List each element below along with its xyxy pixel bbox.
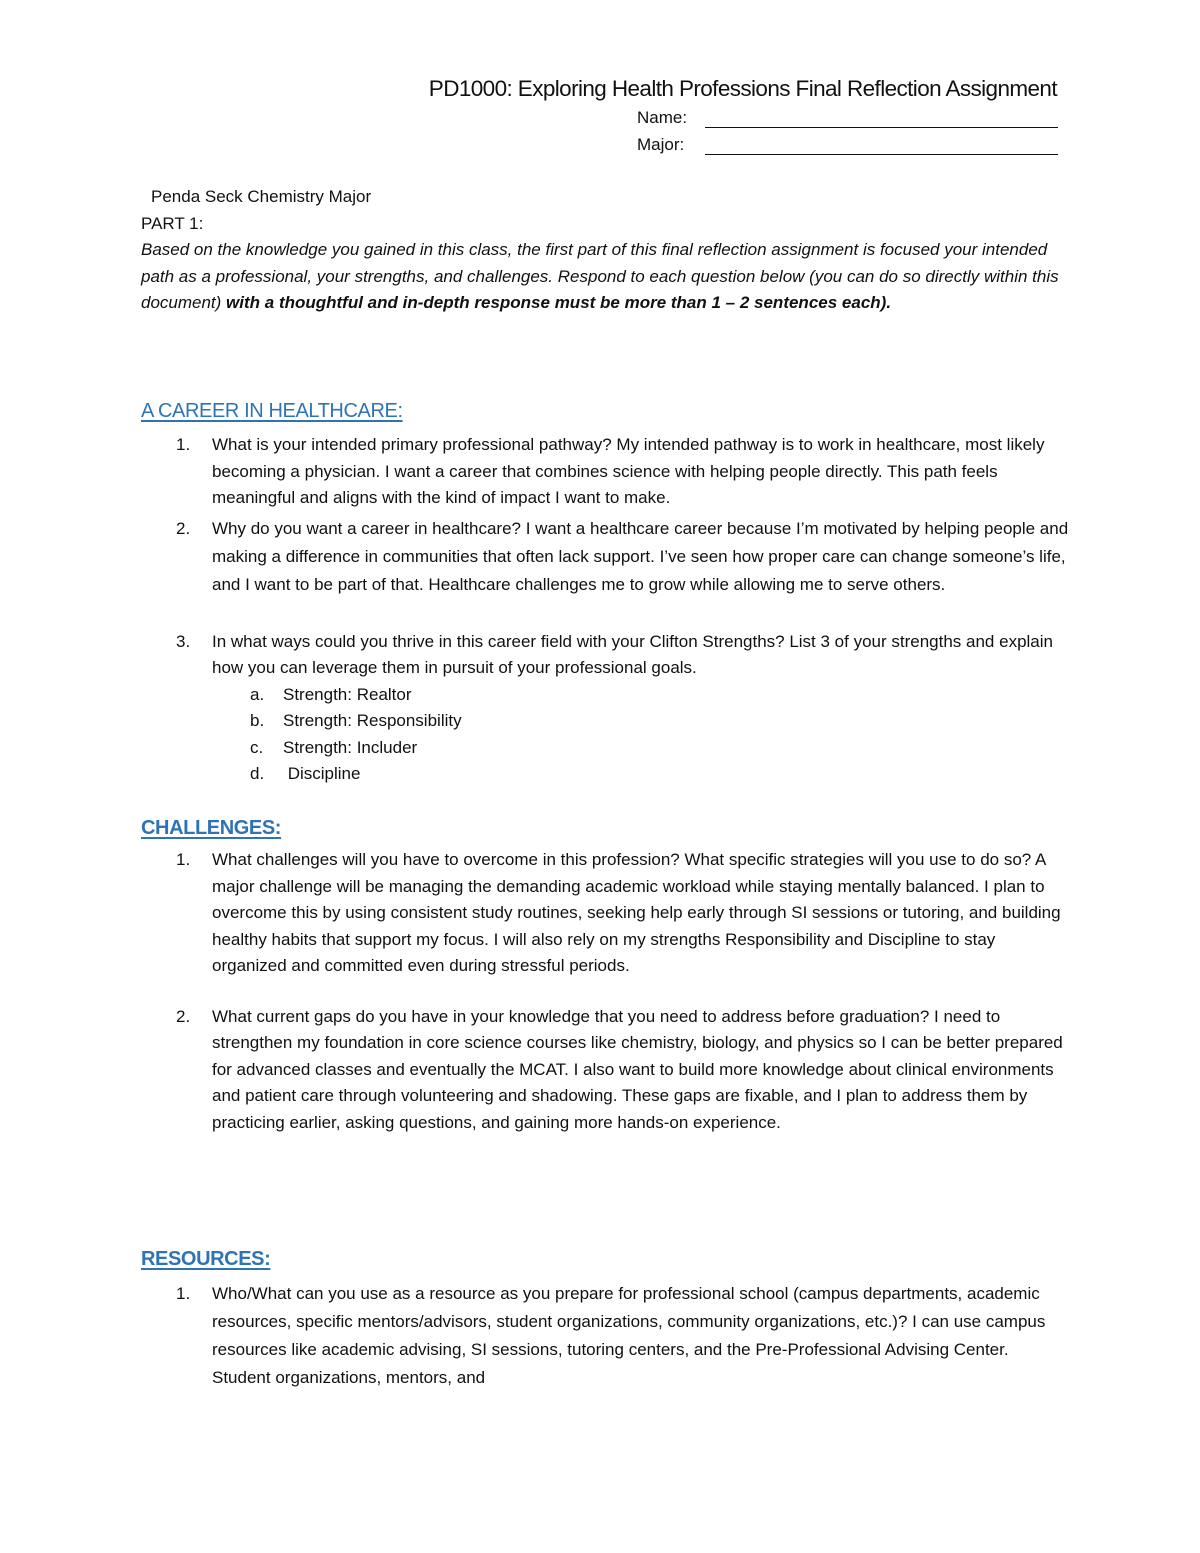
career-question [141, 515, 1071, 599]
heading-challenges: CHALLENGES: [141, 817, 282, 839]
strength-text: Strength: Responsibility [283, 711, 462, 730]
heading-career [141, 400, 403, 423]
challenge-question [141, 847, 1071, 980]
question-number: 1. [176, 435, 191, 454]
spacer [141, 599, 1071, 629]
strength-item [141, 735, 1071, 762]
intro-bold: with a thoughtful and in-depth response must be more than 1 – 2 sentences each). [226, 293, 892, 312]
name-label: Name: [637, 108, 688, 127]
strength-letter: a. [250, 684, 265, 704]
strength-text: Strength: Includer [283, 737, 418, 757]
strength-letter: b. [250, 711, 265, 730]
strength-text: Discipline [283, 764, 361, 783]
strength-letter: c. [250, 737, 264, 757]
question-text: Why do you want a career in healthcare? I want a healthcare career because I’m motivated by helping people and making a difference in communities that often lack support. I’ve seen how proper care can change someone’s life, and I want to be part of that. Healthcare challenges me to grow while allowing me to serve others. [212, 518, 1069, 594]
resources-question-list [141, 1280, 1071, 1392]
name-field-row [637, 108, 1058, 128]
strength-item [141, 708, 1071, 735]
question-text: What challenges will you have to overcome in this profession? What specific strategies will you use to do so? A major challenge will be managing the demanding academic workload while staying mentally balanced. I plan to overcome this by using consistent study routines, seeking help early through SI sessions or tutoring, and building healthy habits that support my focus. I will also rely on my strengths Responsibility and Discipline to stay organized and committed even during stressful periods. [212, 850, 1061, 975]
intro-paragraph [141, 237, 1071, 317]
question-number: 1. [176, 850, 191, 869]
challenge-question [141, 1004, 1071, 1137]
intro-italic: Based on the knowledge you gained in this class, the first part of this final reflection assignment is focused your intended path as a professional, your strengths, and challenges. Respond to each question below (you can do so directly within this document) [141, 240, 1059, 312]
career-question [141, 432, 1071, 512]
strength-item [141, 761, 1071, 788]
heading-resources: RESOURCES: [141, 1248, 271, 1270]
question-text: In what ways could you thrive in this career field with your Clifton Strengths? List 3 of your strengths and explain how you can leverage them in pursuit of your professional goals. [212, 631, 1053, 677]
question-number: 2. [176, 518, 191, 538]
question-text: Who/What can you use as a resource as you prepare for professional school (campus departments, academic resources, specific mentors/advisors, student organizations, community organizations, etc.)? I can use campus resources like academic advising, SI sessions, tutoring centers, and the Pre-Professional Advising Center. Student organizations, mentors, and [212, 1284, 1046, 1387]
spacer [141, 980, 1071, 1004]
career-question [141, 629, 1071, 682]
question-number: 3. [176, 631, 191, 651]
part-label: PART 1: [141, 214, 204, 233]
document-title: PD1000: Exploring Health Professions Final Reflection Assignment [428, 76, 1057, 101]
major-label: Major: [637, 135, 685, 154]
challenges-question-list [141, 847, 1071, 1136]
question-text: What is your intended primary professional pathway? My intended pathway is to work in healthcare, most likely becoming a physician. I want a career that combines science with helping people directly. This path feels meaningful and aligns with the kind of impact I want to make. [212, 435, 1045, 507]
heading-career-text: A CAREER IN HEALTHCARE: [141, 400, 403, 422]
student-name-line: Penda Seck Chemistry Major [151, 187, 372, 206]
question-number: 1. [176, 1284, 191, 1303]
question-text: What current gaps do you have in your knowledge that you need to address before graduation? I need to strengthen my foundation in core science courses like chemistry, biology, and physics so I can be better prepared for advanced classes and eventually the MCAT. I also want to build more knowledge about clinical environments and patient care through volunteering and shadowing. These gaps are fixable, and I plan to address them by practicing earlier, asking questions, and gaining more hands-on experience. [212, 1006, 1063, 1132]
strength-text: Strength: Realtor [283, 684, 412, 704]
question-number: 2. [176, 1006, 191, 1026]
strength-letter: d. [250, 764, 265, 783]
resource-question [141, 1280, 1071, 1392]
strength-item [141, 682, 1071, 709]
major-blank-line [705, 136, 1058, 155]
name-blank-line [705, 109, 1058, 128]
major-field-row [637, 135, 1058, 155]
career-question-list [141, 432, 1071, 788]
